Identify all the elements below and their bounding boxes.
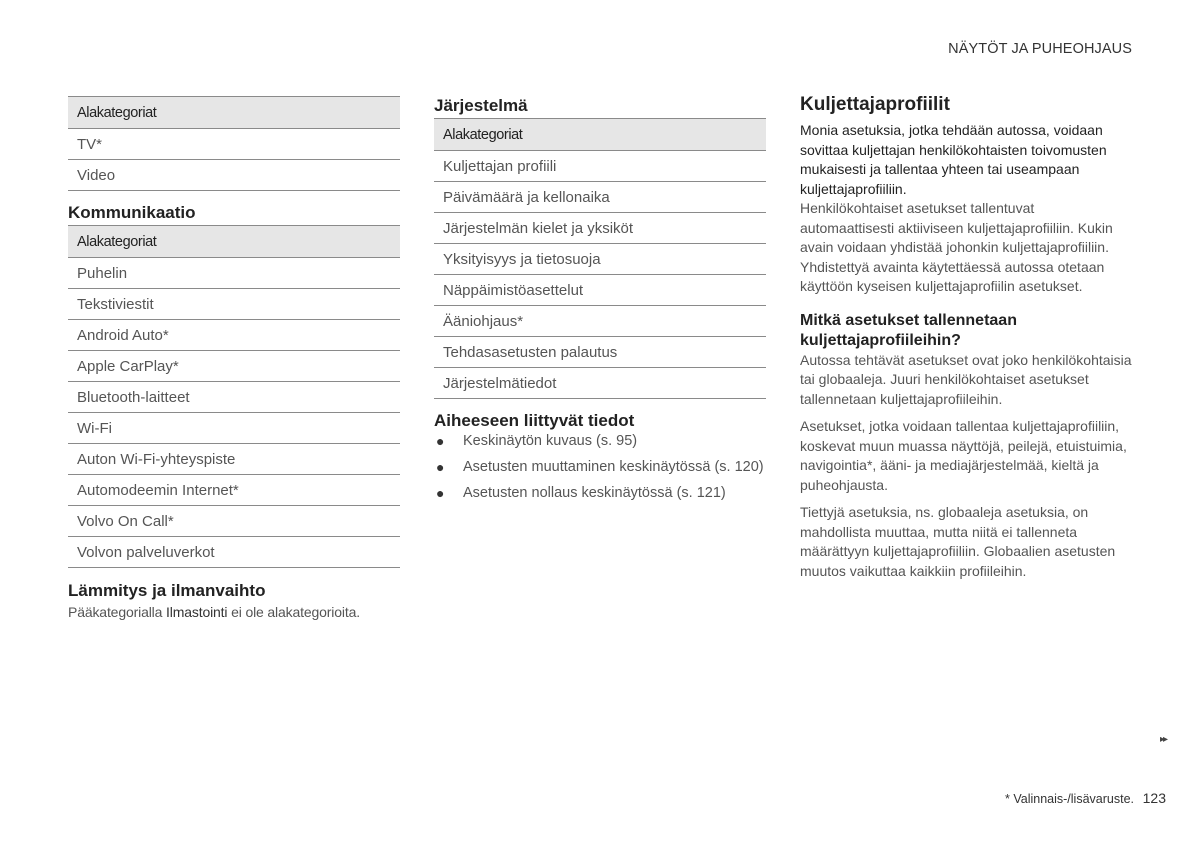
lammitys-note	[68, 602, 400, 622]
table-row	[68, 160, 400, 191]
table-header: Alakategoriat	[434, 119, 766, 151]
table-cell: Ääniohjaus*	[434, 306, 766, 337]
table-row	[68, 537, 400, 568]
table-cell: Päivämäärä ja kellonaika	[434, 182, 766, 213]
article-subtitle: Mitkä asetukset tallennetaan kuljettajaprofiileihin?	[800, 311, 1017, 349]
table-cell: Bluetooth-laitteet	[68, 382, 400, 413]
table-row	[68, 351, 400, 382]
table-cell: Apple CarPlay*	[68, 351, 400, 382]
table-cell: Kuljettajan profiili	[434, 151, 766, 182]
table-row	[68, 382, 400, 413]
table-row	[434, 151, 766, 182]
bullet-icon: ●	[436, 459, 445, 475]
table-header: Alakategoriat	[68, 226, 400, 258]
table-header: Alakategoriat	[68, 97, 400, 129]
note-text: Pääkategorialla	[68, 604, 166, 620]
footnote: * Valinnais-/lisävaruste.	[1005, 792, 1134, 806]
section-heading-lammitys: Lämmitys ja ilmanvaihto	[68, 581, 266, 600]
article-paragraph: Autossa tehtävät asetukset ovat joko henkilökohtaisia tai globaaleja. Juuri henkilökohtaiset asetukset tallennetaan kuljettajaprofiileihin.	[800, 351, 1132, 407]
related-info-heading: Aiheeseen liittyvät tiedot	[434, 411, 635, 430]
note-emphasis: Ilmastointi	[166, 604, 228, 620]
article-paragraph: Asetukset, jotka voidaan tallentaa kuljettajaprofiiliin, koskevat muun muassa näyttöjä, peilejä, etuistuimia, navigointia*, ääni- ja mediajärjestelmää, kieltä ja puheohjausta.	[800, 418, 1127, 493]
table-cell: TV*	[68, 129, 400, 160]
table-cell: Video	[68, 160, 400, 191]
subcategory-table-media	[68, 96, 400, 191]
column-left	[68, 96, 400, 622]
table-row	[434, 306, 766, 337]
table-row	[434, 244, 766, 275]
subcategory-table-jarjestelma	[434, 118, 766, 399]
related-link-text: Asetusten muuttaminen keskinäytössä (s. 120)	[463, 459, 764, 475]
article-title: Kuljettajaprofiilit	[800, 94, 950, 115]
table-row	[68, 320, 400, 351]
table-row	[68, 475, 400, 506]
table-cell: Tehdasasetusten palautus	[434, 337, 766, 368]
table-cell: Auton Wi-Fi-yhteyspiste	[68, 444, 400, 475]
table-cell: Volvon palveluverkot	[68, 537, 400, 568]
table-row	[434, 213, 766, 244]
section-heading-kommunikaatio: Kommunikaatio	[68, 203, 196, 222]
table-cell: Volvo On Call*	[68, 506, 400, 537]
table-row	[68, 258, 400, 289]
table-cell: Yksityisyys ja tietosuoja	[434, 244, 766, 275]
bullet-icon: ●	[436, 433, 445, 449]
table-row	[434, 275, 766, 306]
table-row	[434, 368, 766, 399]
table-cell: Automodeemin Internet*	[68, 475, 400, 506]
related-link[interactable]	[434, 457, 766, 477]
table-row	[68, 289, 400, 320]
subcategory-table-kommunikaatio	[68, 225, 400, 568]
article-lead: Monia asetuksia, jotka tehdään autossa, voidaan sovittaa kuljettajan henkilökohtaisten toivomusten mukaisesti ja tallentaa yhteen tai useampaan kuljettajaprofiiliin.	[800, 122, 1107, 197]
page-number: 123	[1142, 790, 1166, 806]
table-row	[68, 506, 400, 537]
related-link-text: Keskinäytön kuvaus (s. 95)	[463, 433, 638, 449]
table-cell: Näppäimistöasettelut	[434, 275, 766, 306]
table-cell: Android Auto*	[68, 320, 400, 351]
note-text: ei ole alakategorioita.	[227, 604, 360, 620]
article-paragraph: Henkilökohtaiset asetukset tallentuvat automaattisesti aktiiviseen kuljettajaprofiiliin. Kukin avain voidaan yhdistää johonkin kuljettajaprofiiliin. Yhdistettyä avainta käytettäessä autossa otetaan käyttöön kyseisen kuljettajaprofiilin asetukset.	[800, 200, 1113, 294]
table-cell: Järjestelmätiedot	[434, 368, 766, 399]
related-link-text: Asetusten nollaus keskinäytössä (s. 121)	[463, 485, 726, 501]
table-cell: Wi-Fi	[68, 413, 400, 444]
table-row	[68, 129, 400, 160]
page-header-title: NÄYTÖT JA PUHEOHJAUS	[948, 41, 1132, 57]
table-cell: Järjestelmän kielet ja yksiköt	[434, 213, 766, 244]
related-info-list	[434, 431, 766, 503]
table-row	[434, 182, 766, 213]
column-right	[800, 94, 1132, 581]
related-link[interactable]	[434, 431, 766, 451]
bullet-icon: ●	[436, 485, 445, 501]
article-paragraph: Tiettyjä asetuksia, ns. globaaleja asetuksia, on mahdollista muuttaa, mutta niitä ei tallenneta määrättyyn kuljettajaprofiiliin. Globaalien asetusten muutos vaikuttaa kaikkiin profiileihin.	[800, 504, 1116, 579]
table-row	[434, 337, 766, 368]
table-row	[68, 444, 400, 475]
section-heading-jarjestelma: Järjestelmä	[434, 96, 528, 115]
table-row	[68, 413, 400, 444]
table-cell: Puhelin	[68, 258, 400, 289]
column-middle	[434, 96, 766, 509]
continue-arrows-icon: ▸▸	[1159, 734, 1166, 745]
table-cell: Tekstiviestit	[68, 289, 400, 320]
related-link[interactable]	[434, 483, 766, 503]
